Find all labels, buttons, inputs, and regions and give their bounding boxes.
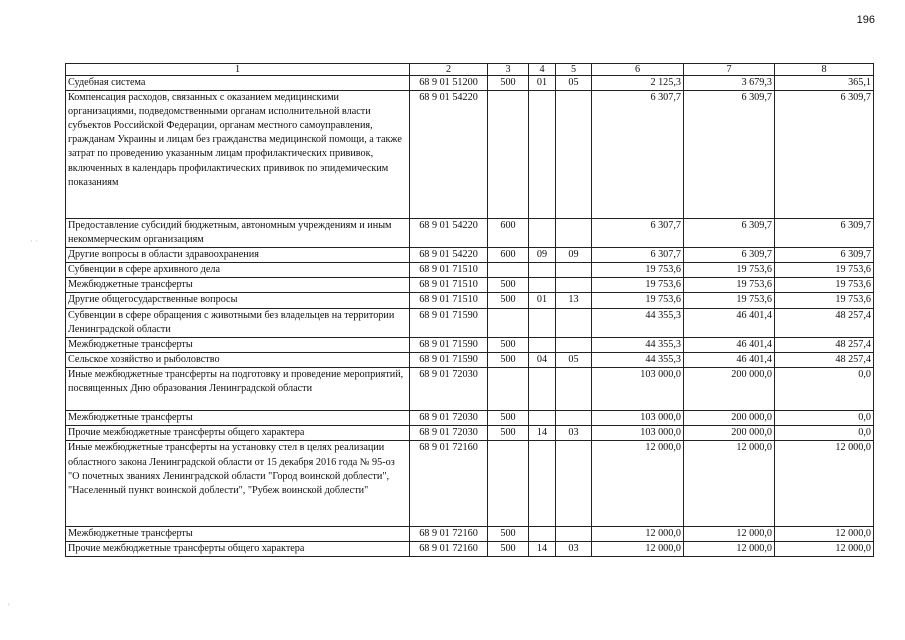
amount-year-3-cell: 48 257,4	[775, 352, 874, 367]
amount-year-1-cell: 44 355,3	[592, 337, 684, 352]
section-code-cell: 14	[529, 542, 556, 557]
amount-year-1-cell: 103 000,0	[592, 367, 684, 410]
target-code-cell: 68 9 01 54220	[410, 218, 488, 247]
subsection-code-cell	[556, 337, 592, 352]
amount-year-1-cell: 12 000,0	[592, 542, 684, 557]
amount-year-3-cell: 0,0	[775, 411, 874, 426]
amount-year-3-cell: 12 000,0	[775, 542, 874, 557]
amount-year-3-cell: 12 000,0	[775, 441, 874, 527]
amount-year-1-cell: 103 000,0	[592, 426, 684, 441]
table-row	[66, 367, 874, 410]
expense-type-cell: 500	[488, 293, 529, 308]
amount-year-2-cell: 200 000,0	[684, 411, 775, 426]
row-name-cell: Субвенции в сфере архивного дела	[66, 263, 410, 278]
expense-type-cell: 500	[488, 527, 529, 542]
expense-type-cell: 600	[488, 218, 529, 247]
expense-type-cell: 600	[488, 248, 529, 263]
expense-type-cell	[488, 441, 529, 527]
amount-year-3-cell: 48 257,4	[775, 337, 874, 352]
col-header-7: 7	[684, 64, 775, 76]
amount-year-2-cell: 46 401,4	[684, 308, 775, 337]
table-row	[66, 218, 874, 247]
amount-year-2-cell: 12 000,0	[684, 542, 775, 557]
amount-year-2-cell: 6 309,7	[684, 91, 775, 219]
table-row	[66, 542, 874, 557]
expense-type-cell: 500	[488, 352, 529, 367]
section-code-cell: 04	[529, 352, 556, 367]
amount-year-2-cell: 200 000,0	[684, 367, 775, 410]
amount-year-1-cell: 19 753,6	[592, 278, 684, 293]
amount-year-2-cell: 3 679,3	[684, 76, 775, 91]
row-name-cell: Другие общегосударственные вопросы	[66, 293, 410, 308]
amount-year-3-cell: 6 309,7	[775, 218, 874, 247]
scan-artifact: '	[8, 602, 10, 612]
col-header-1: 1	[66, 64, 410, 76]
section-code-cell	[529, 263, 556, 278]
target-code-cell: 68 9 01 71590	[410, 337, 488, 352]
section-code-cell	[529, 367, 556, 410]
row-name-cell: Предоставление субсидий бюджетным, автономным учреждениям и иным некоммерческим организациям	[66, 218, 410, 247]
subsection-code-cell	[556, 218, 592, 247]
target-code-cell: 68 9 01 72160	[410, 527, 488, 542]
row-name-cell: Компенсация расходов, связанных с оказанием медицинскими организациями, подведомственными органам исполнительной власти субъектов Российской Федерации, органам местного самоуправления, гражданам Украины и лицам без гражданства медицинской помощи, а также затрат по проведению указанным лицам профилактических прививок, включенных в календарь профилактических прививок по эпидемическим показаниям	[66, 91, 410, 219]
section-code-cell	[529, 411, 556, 426]
amount-year-3-cell: 48 257,4	[775, 308, 874, 337]
amount-year-1-cell: 19 753,6	[592, 293, 684, 308]
row-name-cell: Другие вопросы в области здравоохранения	[66, 248, 410, 263]
amount-year-3-cell: 19 753,6	[775, 263, 874, 278]
target-code-cell: 68 9 01 71510	[410, 293, 488, 308]
amount-year-2-cell: 19 753,6	[684, 278, 775, 293]
col-header-6: 6	[592, 64, 684, 76]
budget-table	[65, 63, 874, 557]
row-name-cell: Субвенции в сфере обращения с животными без владельцев на территории Ленинградской области	[66, 308, 410, 337]
row-name-cell: Межбюджетные трансферты	[66, 337, 410, 352]
col-header-4: 4	[529, 64, 556, 76]
row-name-cell: Сельское хозяйство и рыболовство	[66, 352, 410, 367]
subsection-code-cell	[556, 91, 592, 219]
target-code-cell: 68 9 01 51200	[410, 76, 488, 91]
subsection-code-cell: 05	[556, 352, 592, 367]
table-row	[66, 308, 874, 337]
table-row	[66, 337, 874, 352]
amount-year-1-cell: 6 307,7	[592, 91, 684, 219]
table-row	[66, 411, 874, 426]
target-code-cell: 68 9 01 72030	[410, 411, 488, 426]
target-code-cell: 68 9 01 71590	[410, 308, 488, 337]
section-code-cell	[529, 218, 556, 247]
amount-year-3-cell: 365,1	[775, 76, 874, 91]
row-name-cell: Прочие межбюджетные трансферты общего характера	[66, 426, 410, 441]
row-name-cell: Межбюджетные трансферты	[66, 278, 410, 293]
table-row	[66, 248, 874, 263]
amount-year-3-cell: 19 753,6	[775, 278, 874, 293]
expense-type-cell	[488, 367, 529, 410]
table-row	[66, 91, 874, 219]
amount-year-1-cell: 6 307,7	[592, 248, 684, 263]
amount-year-2-cell: 200 000,0	[684, 426, 775, 441]
amount-year-2-cell: 19 753,6	[684, 263, 775, 278]
subsection-code-cell: 13	[556, 293, 592, 308]
subsection-code-cell	[556, 411, 592, 426]
expense-type-cell	[488, 263, 529, 278]
section-code-cell	[529, 527, 556, 542]
amount-year-1-cell: 44 355,3	[592, 352, 684, 367]
target-code-cell: 68 9 01 71510	[410, 278, 488, 293]
amount-year-2-cell: 46 401,4	[684, 337, 775, 352]
amount-year-2-cell: 46 401,4	[684, 352, 775, 367]
target-code-cell: 68 9 01 54220	[410, 91, 488, 219]
row-name-cell: Иные межбюджетные трансферты на установку стел в целях реализации областного закона Ленинградской области от 15 декабря 2016 года № 95-оз "О почетных званиях Ленинградской области "Город воинской доблести", "Населенный пункт воинской доблести", "Рубеж воинской доблести"	[66, 441, 410, 527]
amount-year-1-cell: 12 000,0	[592, 441, 684, 527]
section-code-cell: 01	[529, 293, 556, 308]
amount-year-1-cell: 6 307,7	[592, 218, 684, 247]
amount-year-3-cell: 19 753,6	[775, 293, 874, 308]
table-row	[66, 263, 874, 278]
row-name-cell: Прочие межбюджетные трансферты общего характера	[66, 542, 410, 557]
row-name-cell: Межбюджетные трансферты	[66, 527, 410, 542]
scan-artifact: · ·	[30, 236, 39, 246]
amount-year-3-cell: 12 000,0	[775, 527, 874, 542]
target-code-cell: 68 9 01 72030	[410, 426, 488, 441]
amount-year-3-cell: 6 309,7	[775, 248, 874, 263]
expense-type-cell	[488, 308, 529, 337]
row-name-cell: Межбюджетные трансферты	[66, 411, 410, 426]
table-row	[66, 527, 874, 542]
target-code-cell: 68 9 01 71510	[410, 263, 488, 278]
table-row	[66, 441, 874, 527]
subsection-code-cell	[556, 308, 592, 337]
row-name-cell: Судебная система	[66, 76, 410, 91]
amount-year-1-cell: 12 000,0	[592, 527, 684, 542]
page-number: 196	[856, 14, 875, 26]
section-code-cell: 09	[529, 248, 556, 263]
expense-type-cell: 500	[488, 337, 529, 352]
table-row	[66, 278, 874, 293]
amount-year-3-cell: 0,0	[775, 367, 874, 410]
section-code-cell: 14	[529, 426, 556, 441]
section-code-cell: 01	[529, 76, 556, 91]
col-header-5: 5	[556, 64, 592, 76]
table-row	[66, 426, 874, 441]
section-code-cell	[529, 441, 556, 527]
amount-year-2-cell: 6 309,7	[684, 248, 775, 263]
subsection-code-cell	[556, 278, 592, 293]
expense-type-cell: 500	[488, 411, 529, 426]
target-code-cell: 68 9 01 72160	[410, 441, 488, 527]
table-row	[66, 76, 874, 91]
amount-year-2-cell: 12 000,0	[684, 441, 775, 527]
col-header-8: 8	[775, 64, 874, 76]
target-code-cell: 68 9 01 72030	[410, 367, 488, 410]
header-row	[66, 64, 874, 76]
amount-year-2-cell: 19 753,6	[684, 293, 775, 308]
expense-type-cell: 500	[488, 542, 529, 557]
expense-type-cell: 500	[488, 426, 529, 441]
section-code-cell	[529, 91, 556, 219]
amount-year-1-cell: 44 355,3	[592, 308, 684, 337]
col-header-2: 2	[410, 64, 488, 76]
subsection-code-cell	[556, 367, 592, 410]
amount-year-1-cell: 103 000,0	[592, 411, 684, 426]
subsection-code-cell	[556, 527, 592, 542]
subsection-code-cell: 05	[556, 76, 592, 91]
section-code-cell	[529, 337, 556, 352]
subsection-code-cell: 03	[556, 542, 592, 557]
section-code-cell	[529, 278, 556, 293]
table-row	[66, 352, 874, 367]
subsection-code-cell	[556, 263, 592, 278]
expense-type-cell: 500	[488, 76, 529, 91]
row-name-cell: Иные межбюджетные трансферты на подготовку и проведение мероприятий, посвященных Дню образования Ленинградской области	[66, 367, 410, 410]
amount-year-3-cell: 0,0	[775, 426, 874, 441]
section-code-cell	[529, 308, 556, 337]
subsection-code-cell: 03	[556, 426, 592, 441]
amount-year-2-cell: 6 309,7	[684, 218, 775, 247]
amount-year-3-cell: 6 309,7	[775, 91, 874, 219]
target-code-cell: 68 9 01 54220	[410, 248, 488, 263]
target-code-cell: 68 9 01 71590	[410, 352, 488, 367]
amount-year-2-cell: 12 000,0	[684, 527, 775, 542]
expense-type-cell	[488, 91, 529, 219]
expense-type-cell: 500	[488, 278, 529, 293]
subsection-code-cell	[556, 441, 592, 527]
target-code-cell: 68 9 01 72160	[410, 542, 488, 557]
amount-year-1-cell: 19 753,6	[592, 263, 684, 278]
table-row	[66, 293, 874, 308]
col-header-3: 3	[488, 64, 529, 76]
subsection-code-cell: 09	[556, 248, 592, 263]
amount-year-1-cell: 2 125,3	[592, 76, 684, 91]
